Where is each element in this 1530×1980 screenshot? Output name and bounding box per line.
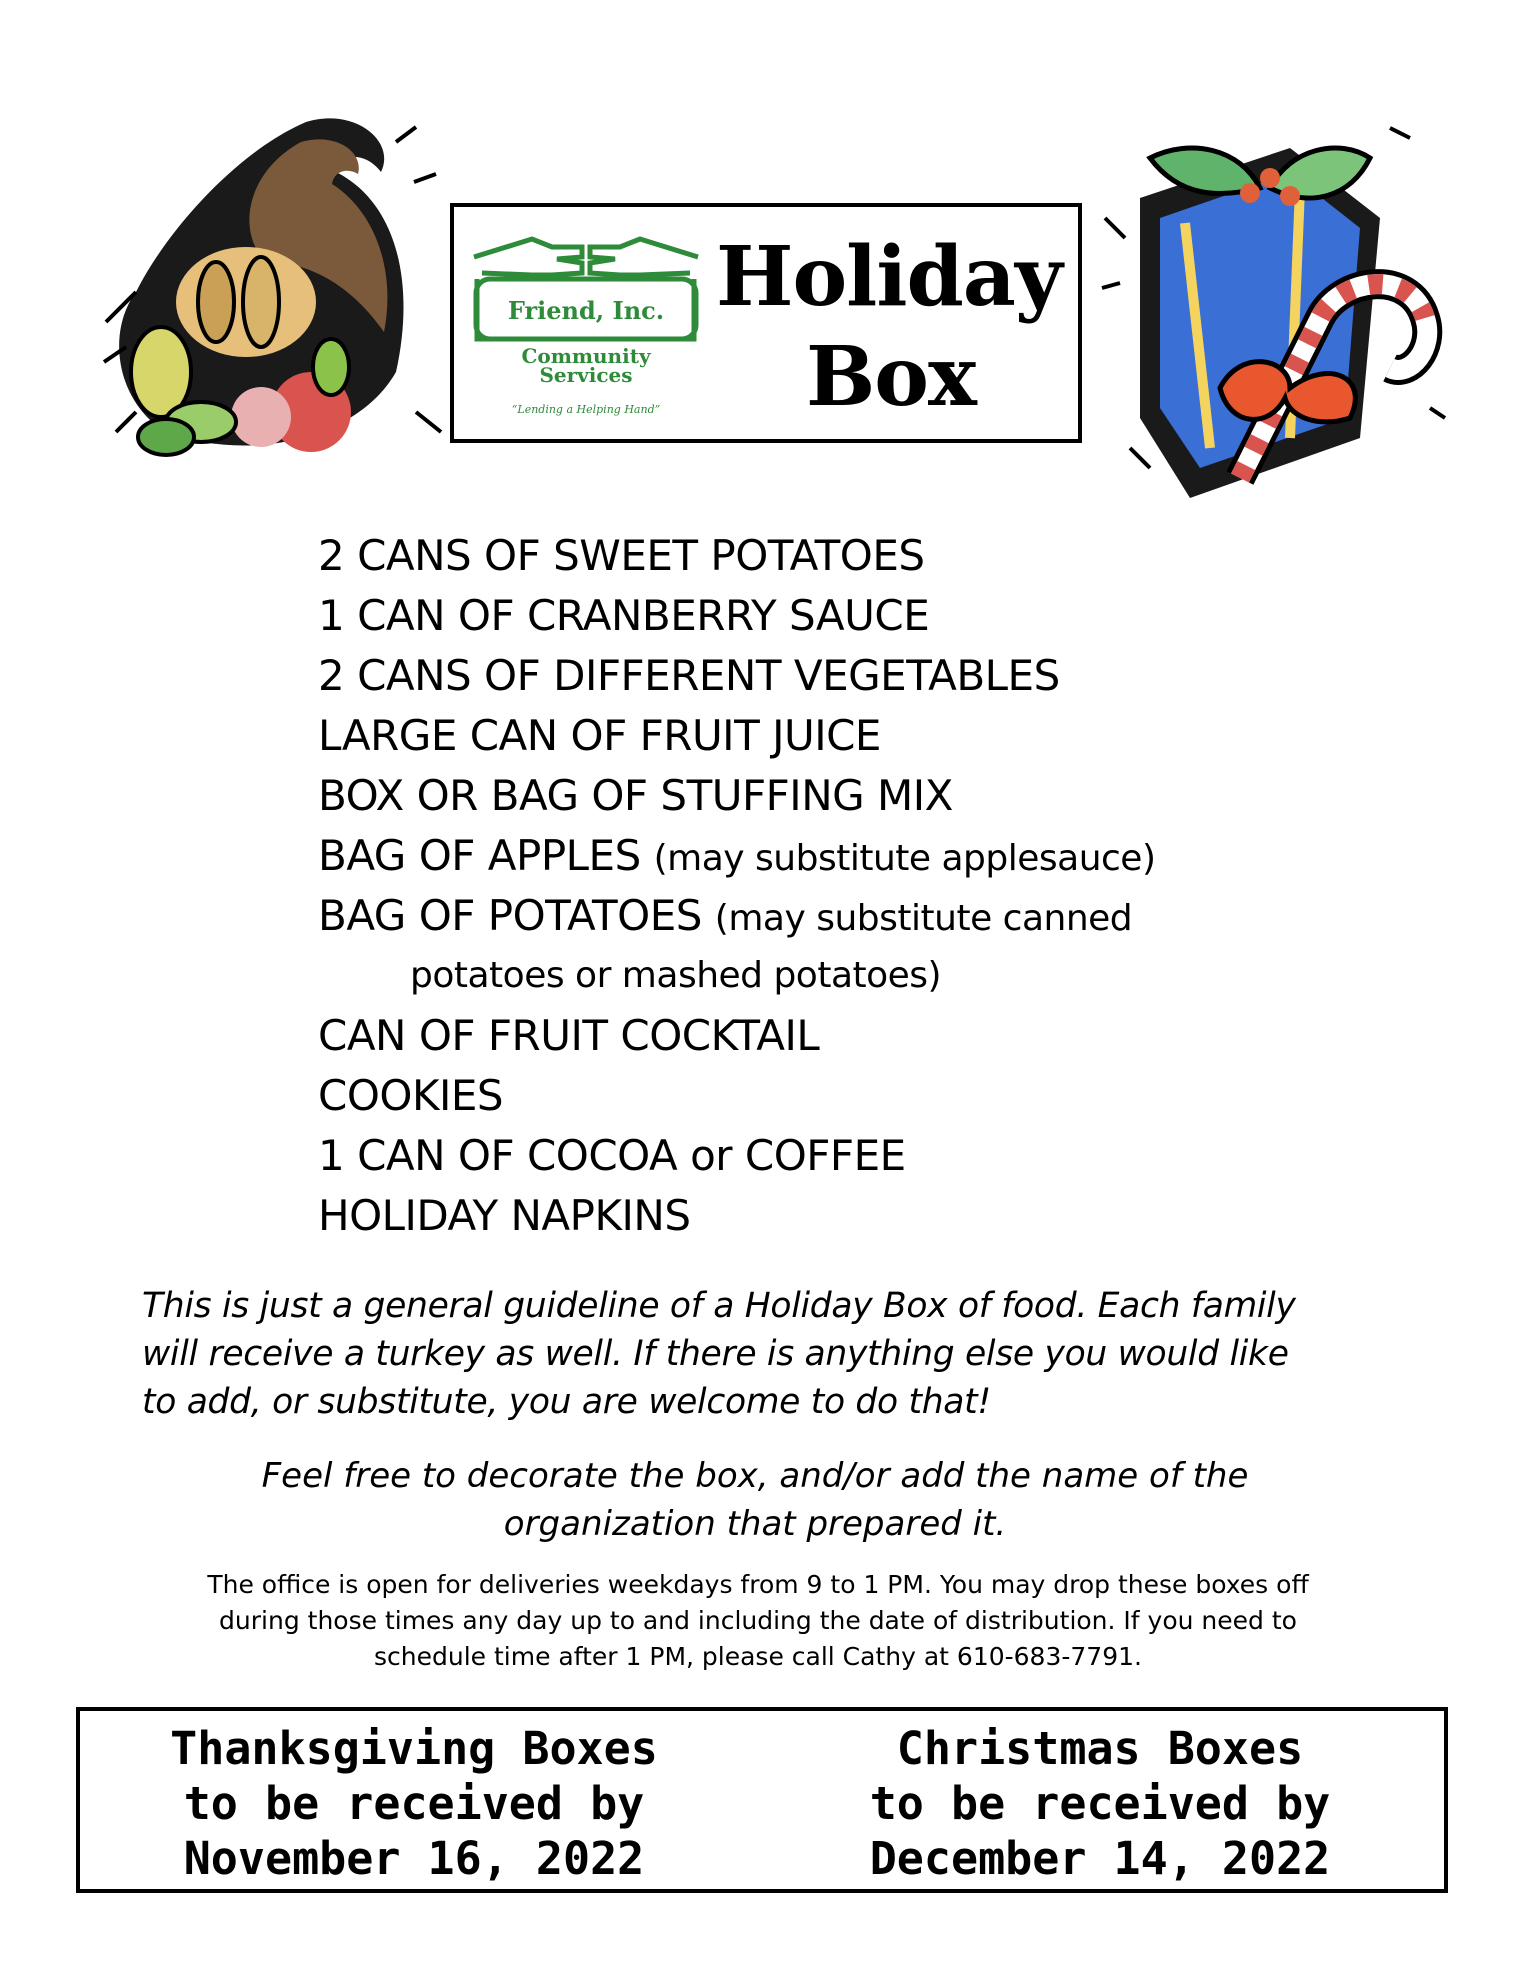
item-note: (may substitute applesauce) — [653, 838, 1156, 879]
logo-line1: Community — [521, 344, 651, 368]
logo-line2: Services — [539, 363, 633, 387]
deadline-box — [76, 1707, 1448, 1893]
cornucopia-illustration — [96, 112, 446, 492]
friend-inc-logo — [472, 227, 700, 427]
list-item: BOX OR BAG OF STUFFING MIX — [318, 771, 953, 820]
list-item: 1 CAN OF COCOA or COFFEE — [318, 1131, 906, 1180]
gift-box-illustration — [1090, 118, 1450, 498]
item-note: (may substitute canned — [714, 898, 1133, 939]
thanksgiving-deadline: Thanksgiving Boxes to be received by November 16, 2022 — [170, 1722, 658, 1885]
list-item: CAN OF FRUIT COCKTAIL — [318, 1011, 820, 1060]
decorate-note: Feel free to decorate the box, and/or add the name of the organization that prepared it. — [261, 1456, 1249, 1544]
office-hours-note: The office is open for deliveries weekdays from 9 to 1 PM. You may drop these boxes off during those times any day up to and including the date of distribution. If you need to schedule time after 1 PM, please call Cathy at 610-683-7791. — [207, 1570, 1309, 1671]
title-box — [450, 203, 1082, 443]
logo-tagline: “Lending a Helping Hand” — [511, 403, 661, 416]
list-item: COOKIES — [318, 1071, 504, 1120]
list-item: 2 CANS OF SWEET POTATOES — [318, 531, 925, 580]
item-list — [318, 526, 1318, 1246]
title-box-word: Box — [806, 329, 976, 425]
list-item: HOLIDAY NAPKINS — [318, 1191, 691, 1240]
title-holiday: Holiday — [716, 229, 1062, 325]
list-item: BAG OF POTATOES (may substitute canned — [318, 891, 1133, 940]
guideline-paragraph: This is just a general guideline of a Holiday Box of food. Each family will receive a turkey as well. If there is anything else you would like to add, or substitute, you are welcome to do that! — [142, 1286, 1296, 1422]
christmas-deadline: Christmas Boxes to be received by December 14, 2022 — [869, 1722, 1331, 1885]
list-item: 1 CAN OF CRANBERRY SAUCE — [318, 591, 930, 640]
logo-org-name: Friend, Inc. — [507, 296, 665, 325]
list-item: LARGE CAN OF FRUIT JUICE — [318, 711, 881, 760]
list-item: BAG OF APPLES (may substitute applesauce) — [318, 831, 1156, 880]
list-item: 2 CANS OF DIFFERENT VEGETABLES — [318, 651, 1060, 700]
list-item-continuation: potatoes or mashed potatoes) — [410, 955, 942, 996]
